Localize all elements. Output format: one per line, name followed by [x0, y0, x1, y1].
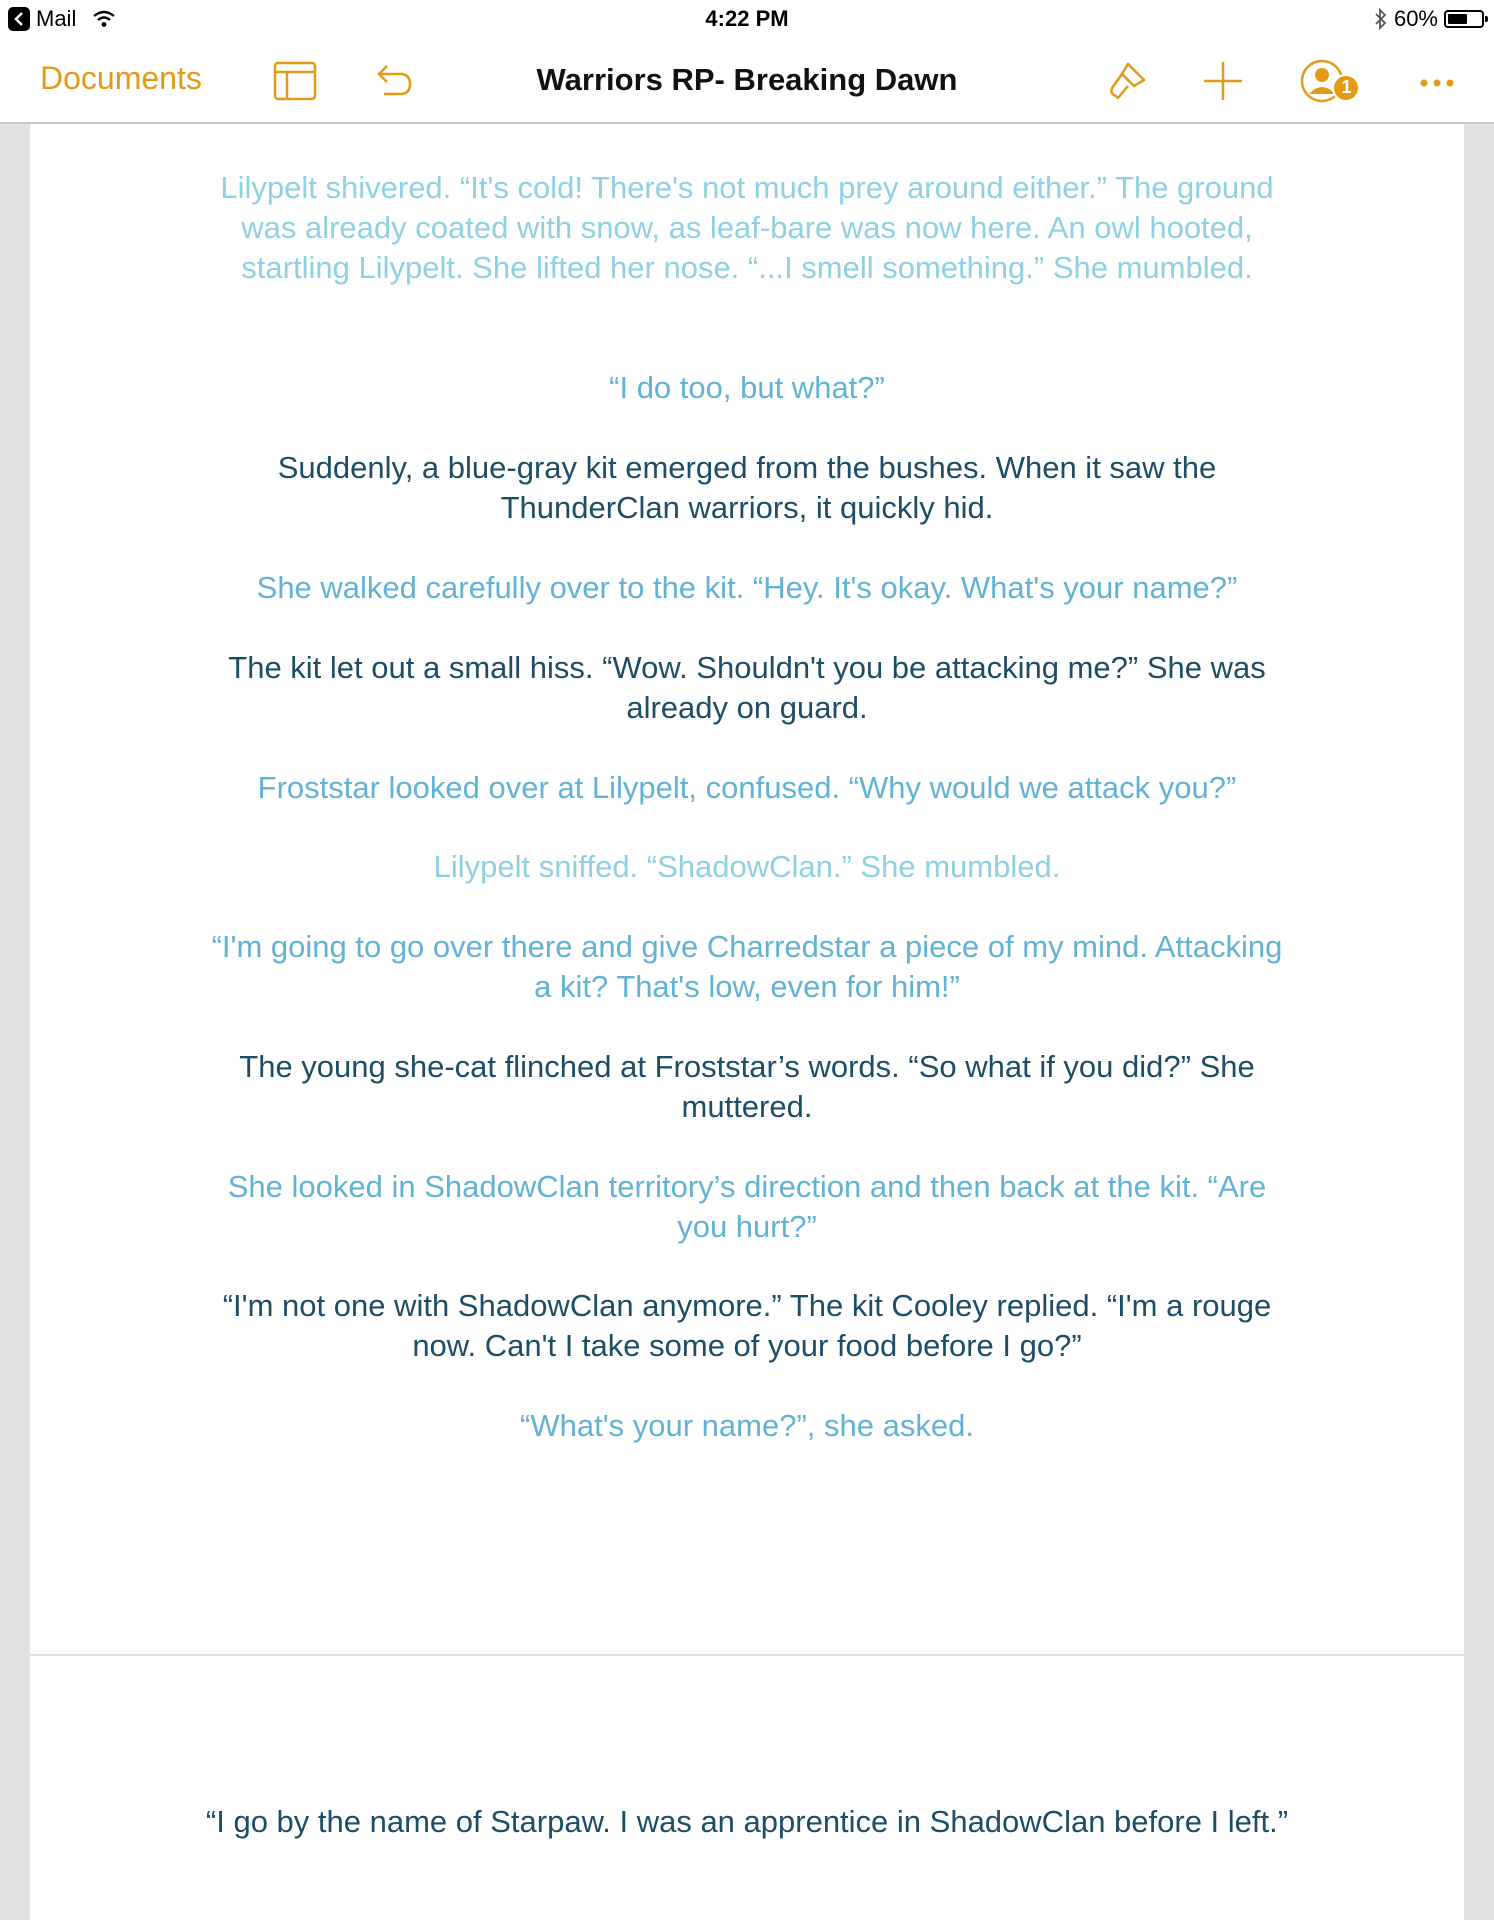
paragraph[interactable]: Lilypelt shivered. “It's cold! There's not much prey around either.” The ground was already coated with snow, as leaf-bare was now here. An owl hooted, startling Lilypelt. She lifted her nose. “...I smell something.” She mumbled. — [220, 170, 1274, 285]
collaborate-badge: 1 — [1341, 77, 1352, 97]
plus-icon[interactable] — [1200, 58, 1246, 104]
paragraph[interactable]: She walked carefully over to the kit. “Hey. It's okay. What's your name?” — [256, 570, 1238, 605]
paragraph[interactable]: The young she-cat flinched at Froststar’s words. “So what if you did?” She muttered. — [239, 1049, 1255, 1124]
paragraph[interactable]: “I'm going to go over there and give Charredstar a piece of my mind. Attacking a kit? That's low, even for him!” — [211, 929, 1283, 1004]
paintbrush-icon[interactable] — [1104, 58, 1150, 104]
battery-icon — [1444, 10, 1484, 28]
paragraph[interactable]: “What's your name?”, she asked. — [520, 1408, 974, 1443]
document-canvas[interactable] — [0, 124, 1494, 1920]
paragraph[interactable]: Lilypelt sniffed. “ShadowClan.” She mumbled. — [433, 849, 1061, 884]
paragraph[interactable]: Suddenly, a blue-gray kit emerged from the bushes. When it saw the ThunderClan warriors, it quickly hid. — [277, 450, 1217, 525]
paragraph[interactable]: Froststar looked over at Lilypelt, confused. “Why would we attack you?” — [257, 770, 1237, 805]
collaborate-icon[interactable] — [1300, 58, 1362, 104]
toolbar — [0, 40, 1494, 124]
battery-percent: 60% — [1393, 6, 1438, 31]
more-icon[interactable] — [1414, 58, 1460, 104]
paragraph[interactable]: “I do too, but what?” — [609, 370, 885, 405]
document-page[interactable] — [30, 1656, 1464, 1920]
document-title: Warriors RP- Breaking Dawn — [536, 62, 958, 97]
battery-fill — [1448, 14, 1467, 24]
paragraph[interactable]: “I go by the name of Starpaw. I was an apprentice in ShadowClan before I left.” — [205, 1804, 1289, 1839]
document-page[interactable] — [30, 124, 1464, 1654]
bluetooth-icon — [1374, 8, 1388, 30]
battery-tip — [1485, 16, 1488, 22]
status-right — [1374, 6, 1484, 32]
paragraph[interactable]: She looked in ShadowClan territory’s direction and then back at the kit. “Are you hurt?” — [227, 1169, 1267, 1244]
documents-button[interactable]: Documents — [40, 60, 202, 96]
status-bar — [0, 0, 1494, 40]
back-app-label: Mail — [36, 6, 77, 31]
paragraph[interactable]: The kit let out a small hiss. “Wow. Shouldn't you be attacking me?” She was already on guard. — [228, 650, 1266, 725]
clock: 4:22 PM — [705, 6, 789, 31]
paragraph[interactable]: “I'm not one with ShadowClan anymore.” The kit Cooley replied. “I'm a rouge now. Can't I take some of your food before I go?” — [222, 1288, 1272, 1363]
